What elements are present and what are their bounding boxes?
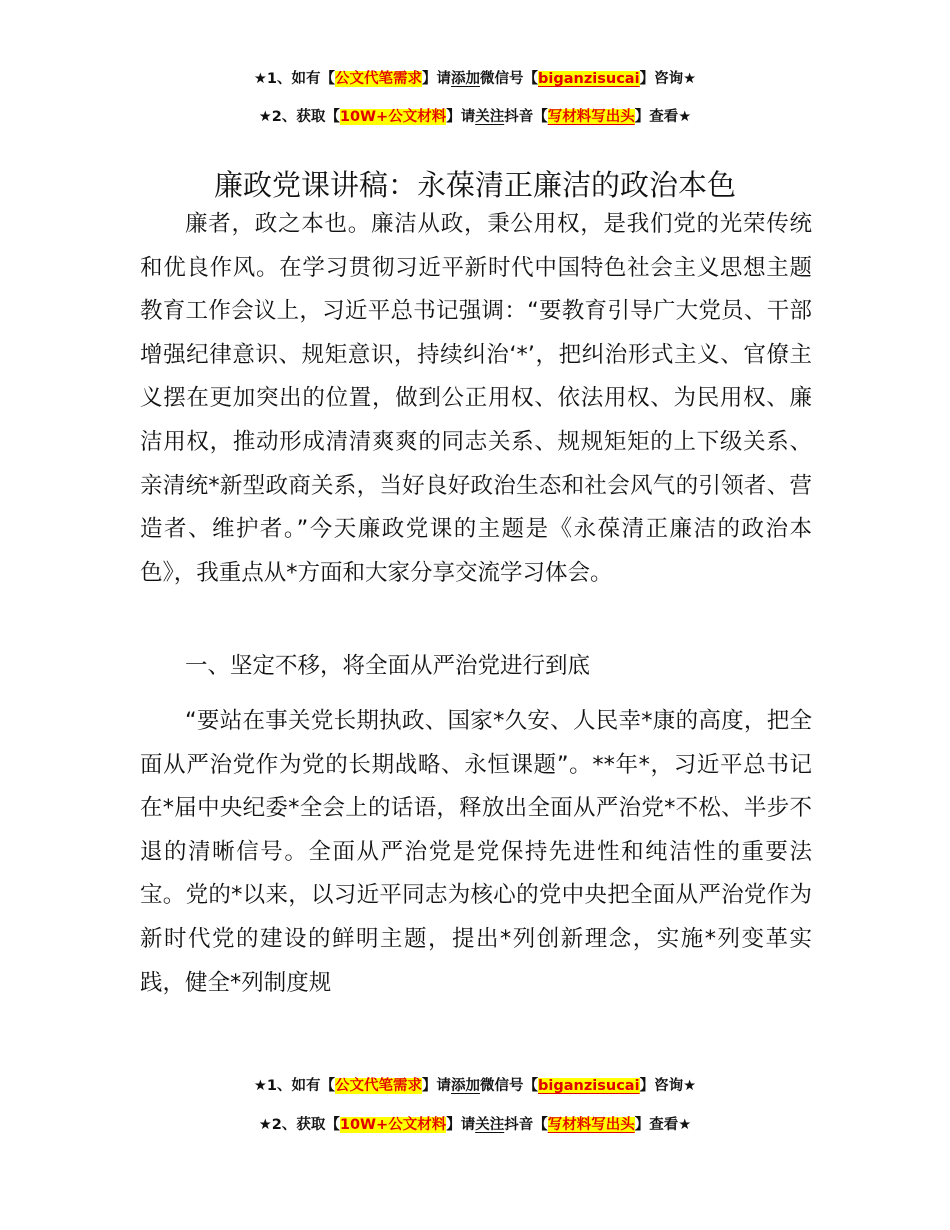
promo-line-2 <box>0 106 950 128</box>
promo-douyin-id: 写材料写出头 <box>547 109 635 125</box>
promo-underlined: 添加 <box>451 1078 481 1094</box>
promo-douyin-id: 写材料写出头 <box>547 1117 635 1133</box>
promo-text: 微信号【 <box>480 71 539 87</box>
promo-line-1 <box>0 68 950 90</box>
promo-text: 】查看★ <box>634 1117 692 1133</box>
promo-highlight: 10W+公文材料 <box>339 109 447 125</box>
promo-text: 】请 <box>446 1117 476 1133</box>
promo-highlight: 10W+公文材料 <box>339 1117 447 1133</box>
promo-text: ★1、如有【 <box>253 71 336 87</box>
promo-line-1-footer <box>0 1075 950 1097</box>
paragraph-intro: 廉者，政之本也。廉洁从政，秉公用权，是我们党的光荣传统和优良作风。在学习贯彻习近平新时代中国特色社会主义思想主题教育工作会议上，习近平总书记强调：“要教育引导广大党员、干部增强纪律意识、规矩意识，持续纠治‘*’，把纠治形式主义、官僚主义摆在更加突出的位置，做到公正用权、依法用权、为民用权、廉洁用权，推动形成清清爽爽的同志关系、规规矩矩的上下级关系、亲清统*新型政商关系，当好良好政治生态和社会风气的引领者、营造者、维护者。”今天廉政党课的主题是《永葆清正廉洁的政治本色》，我重点从*方面和大家分享交流学习体会。 <box>140 211 812 586</box>
promo-line-2-footer <box>0 1114 950 1136</box>
promo-underlined: 关注 <box>475 1117 505 1133</box>
promo-wechat-id: biganzisucai <box>538 71 640 87</box>
promo-text: 】请 <box>422 71 452 87</box>
promo-wechat-id: biganzisucai <box>538 1078 640 1094</box>
promo-text: 】咨询★ <box>639 1078 697 1094</box>
promo-text: 】咨询★ <box>639 71 697 87</box>
promo-underlined: 添加 <box>451 71 481 87</box>
promo-text: 抖音【 <box>504 109 548 125</box>
promo-text: 】请 <box>422 1078 452 1094</box>
promo-highlight: 公文代笔需求 <box>335 71 423 87</box>
promo-text: ★2、获取【 <box>258 1117 340 1133</box>
promo-text: ★1、如有【 <box>253 1078 336 1094</box>
section-heading-1: 一、坚定不移，将全面从严治党进行到底 <box>185 653 591 679</box>
document-title: 廉政党课讲稿：永葆清正廉洁的政治本色 <box>213 168 736 203</box>
paragraph-section-1: “要站在事关党长期执政、国家*久安、人民幸*康的高度，把全面从严治党作为党的长期战略、永恒课题”。**年*，习近平总书记在*届中央纪委*全会上的话语，释放出全面从严治党*不松、半步不退的清晰信号。全面从严治党是党保持先进性和纯洁性的重要法宝。党的*以来，以习近平同志为核心的党中央把全面从严治党作为新时代党的建设的鲜明主题，提出*列创新理念，实施*列变革实践，健全*列制度规 <box>140 708 812 996</box>
promo-highlight: 公文代笔需求 <box>335 1078 423 1094</box>
promo-text: 微信号【 <box>480 1078 539 1094</box>
promo-text: 抖音【 <box>504 1117 548 1133</box>
promo-underlined: 关注 <box>475 109 505 125</box>
promo-text: 】查看★ <box>634 109 692 125</box>
promo-text: 】请 <box>446 109 476 125</box>
promo-text: ★2、获取【 <box>258 109 340 125</box>
